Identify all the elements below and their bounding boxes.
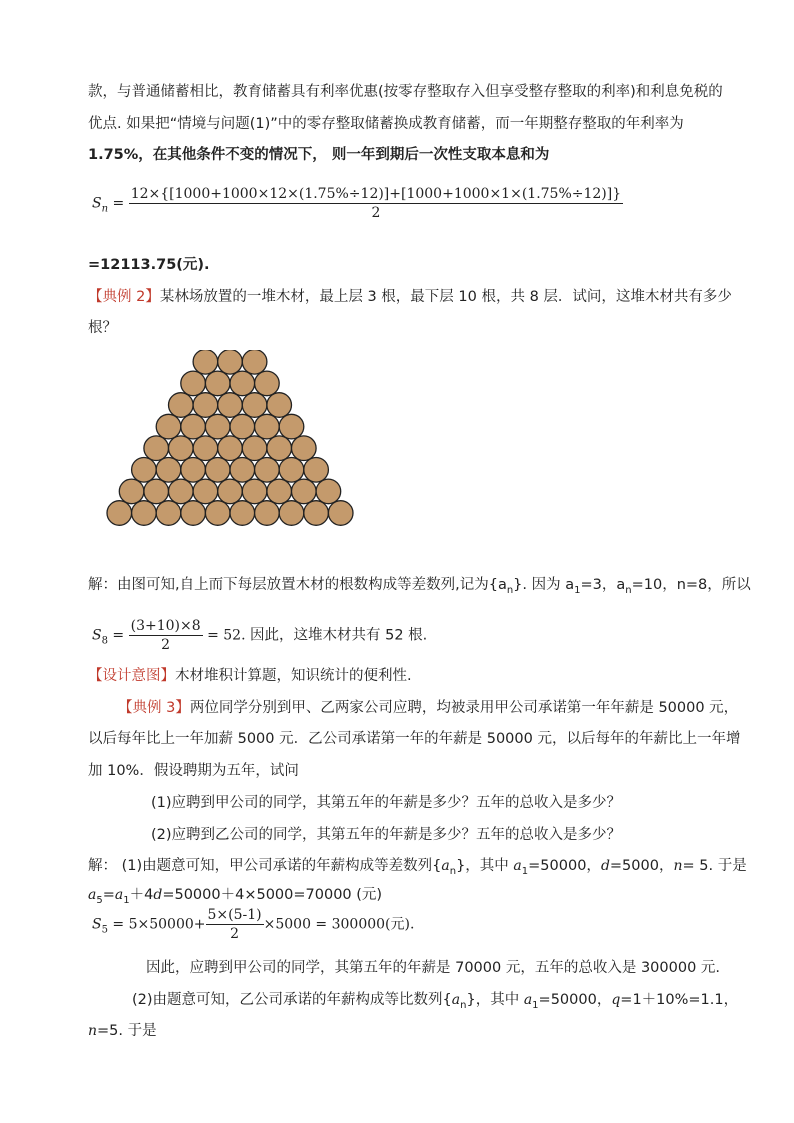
example-2-tag: 【典例 2】 xyxy=(88,289,160,305)
formula-part: ×5000 = 300000(元). xyxy=(263,916,415,933)
fraction xyxy=(206,907,264,942)
log-circle xyxy=(218,393,243,418)
formula-lhs: S xyxy=(92,627,102,644)
log-circle xyxy=(304,458,329,483)
log-circle xyxy=(255,501,280,526)
solution-3-text: = xyxy=(102,887,115,903)
solution-3-text: =1＋10%=1.1， xyxy=(620,992,739,1008)
formula-sum-salary xyxy=(92,907,414,942)
var: d xyxy=(600,858,610,874)
log-circle xyxy=(181,501,206,526)
log-circle xyxy=(169,393,194,418)
result-line: =12113.75(元). xyxy=(88,257,210,273)
log-circle xyxy=(279,458,304,483)
fraction-denominator: 2 xyxy=(230,926,240,942)
var: q xyxy=(611,992,621,1008)
formula-lhs: S xyxy=(92,195,102,212)
solution-3-text: }，其中 xyxy=(456,858,514,874)
formula-lhs-sub: 8 xyxy=(101,635,108,647)
log-circle xyxy=(193,393,218,418)
log-circle xyxy=(205,371,230,396)
log-circle xyxy=(205,458,230,483)
var-sub: 1 xyxy=(532,999,539,1011)
solution-3-text: =50000， xyxy=(538,992,612,1008)
solution-2-sub: n xyxy=(625,584,632,596)
log-circle xyxy=(267,436,292,461)
log-circle xyxy=(132,458,157,483)
log-circle xyxy=(193,436,218,461)
paragraph-line xyxy=(88,145,549,165)
solution-3-line xyxy=(88,856,747,882)
formula-eq: = xyxy=(108,195,129,212)
log-pile-illustration xyxy=(100,350,360,535)
design-intent-text: 木材堆积计算题，知识统计的便利性. xyxy=(175,668,412,684)
log-circle xyxy=(230,501,255,526)
example-3-text: 两位同学分别到甲、乙两家公司应聘，均被录用甲公司承诺第一年年薪是 50000 元， xyxy=(189,700,739,716)
log-circle xyxy=(132,501,157,526)
var-sub: 5 xyxy=(96,894,103,906)
solution-3-line xyxy=(88,1021,157,1041)
fraction-numerator: (3+10)×8 xyxy=(130,618,201,634)
log-circle xyxy=(279,414,304,439)
var-sub: 1 xyxy=(521,865,529,877)
var: a xyxy=(88,887,97,903)
question-2: (2)应聘到乙公司的同学，其第五年的年薪是多少？五年的总收入是多少？ xyxy=(151,827,622,843)
log-circle xyxy=(193,479,218,504)
log-circle xyxy=(218,350,243,374)
var-sub: n xyxy=(460,999,467,1011)
var-sub: n xyxy=(449,865,457,877)
paragraph-text: 1.75%，在其他条件不变的情况下， 则一年到期后一次性支取本息和为 xyxy=(88,147,550,163)
log-circle xyxy=(156,501,181,526)
example-2-line xyxy=(88,287,732,307)
formula-lhs-sub: 5 xyxy=(101,924,108,936)
solution-3-text: 解： (1)由题意可知，甲公司承诺的年薪构成等差数列{ xyxy=(88,858,442,874)
log-circle xyxy=(328,501,353,526)
log-circle xyxy=(181,458,206,483)
log-circle xyxy=(316,479,341,504)
log-circle xyxy=(156,414,181,439)
solution-2-text: =3，a xyxy=(580,577,626,593)
fraction-denominator: 2 xyxy=(371,205,381,221)
var: a xyxy=(523,992,533,1008)
example-2-text: 某林场放置的一堆木材，最上层 3 根，最下层 10 根，共 8 层．试问，这堆木材共有多少 xyxy=(159,289,732,305)
example-3-line: 加 10%．假设聘期为五年，试问 xyxy=(88,763,299,779)
var: n xyxy=(673,858,683,874)
log-circle xyxy=(255,458,280,483)
log-circle xyxy=(144,436,169,461)
fraction-numerator: 5×(5-1) xyxy=(207,907,262,923)
solution-3-text: ＋4 xyxy=(129,887,154,903)
var: a xyxy=(513,858,522,874)
log-circle xyxy=(267,479,292,504)
example-3-line: 以后每年比上一年加薪 5000 元．乙公司承诺第一年的年薪是 50000 元，以后每年的年薪比上一年增 xyxy=(88,731,741,747)
log-circle xyxy=(242,350,267,374)
var-sub: 1 xyxy=(123,894,130,906)
example-3-tag: 【典例 3】 xyxy=(118,700,190,716)
log-circle xyxy=(255,414,280,439)
log-circle xyxy=(156,458,181,483)
log-circle xyxy=(242,393,267,418)
log-circle xyxy=(205,414,230,439)
example-3-line xyxy=(118,698,738,718)
log-circle xyxy=(230,414,255,439)
formula-savings xyxy=(92,186,623,221)
log-circle xyxy=(119,479,144,504)
log-circle xyxy=(242,436,267,461)
log-circle xyxy=(304,501,329,526)
log-circle xyxy=(181,414,206,439)
solution-3-text: =50000＋4×5000=70000 (元) xyxy=(162,887,383,903)
log-circle xyxy=(230,458,255,483)
formula-eq: = xyxy=(107,627,129,644)
log-circle xyxy=(205,501,230,526)
solution-2-text: =10，n=8，所以 xyxy=(631,577,751,593)
solution-2-sub: 1 xyxy=(574,584,581,596)
solution-3-text: }，其中 xyxy=(466,992,524,1008)
log-circle xyxy=(267,393,292,418)
log-circle xyxy=(255,371,280,396)
solution-3-line xyxy=(132,990,738,1016)
log-circle xyxy=(169,479,194,504)
solution-2-text: 解：由图可知,自上而下每层放置木材的根数构成等差数列,记为{a xyxy=(88,577,507,593)
log-circle xyxy=(218,479,243,504)
fraction xyxy=(129,618,203,653)
fraction-numerator: 12×{[1000+1000×12×(1.75%÷12)]+[1000+1000×1×(1.75%÷12)]} xyxy=(130,186,622,202)
formula-lhs-sub: n xyxy=(101,203,109,215)
paragraph-line: 优点. 如果把“情境与问题(1)”中的零存整取储蓄换成教育储蓄，而一年期整存整取的年利率为 xyxy=(88,116,684,132)
log-circle xyxy=(292,436,317,461)
solution-3-text: =5000， xyxy=(609,858,674,874)
example-2-line: 根？ xyxy=(88,320,117,336)
log-circle xyxy=(279,501,304,526)
log-circle xyxy=(292,479,317,504)
log-circle xyxy=(230,371,255,396)
log-circle xyxy=(169,436,194,461)
solution-3-text: =5. 于是 xyxy=(97,1023,157,1039)
formula-rhs: = 52. xyxy=(202,627,246,644)
fraction-denominator: 2 xyxy=(161,637,171,653)
var: a xyxy=(441,858,450,874)
var: n xyxy=(88,1023,98,1039)
var: d xyxy=(153,887,163,903)
formula-tail-text: 因此，这堆木材共有 52 根. xyxy=(249,627,428,644)
log-circle xyxy=(107,501,132,526)
design-intent-tag: 【设计意图】 xyxy=(88,668,175,684)
paragraph-line: 款，与普通储蓄相比，教育储蓄具有利率优惠(按零存整取存入但享受整存整取的利率)和利息免税的 xyxy=(88,84,723,100)
formula-sum-logs xyxy=(92,618,427,653)
formula-lhs: S xyxy=(92,916,102,933)
design-intent-line xyxy=(88,666,412,686)
var: a xyxy=(451,992,461,1008)
log-circle xyxy=(242,479,267,504)
solution-3-conclusion: 因此，应聘到甲公司的同学，其第五年的年薪是 70000 元，五年的总收入是 300000 元. xyxy=(146,960,721,976)
fraction xyxy=(129,186,623,221)
log-circle xyxy=(193,350,218,374)
formula-part: = 5×50000+ xyxy=(107,916,206,933)
log-circle xyxy=(144,479,169,504)
log-circle xyxy=(218,436,243,461)
solution-2-sub: n xyxy=(506,584,514,596)
question-1: (1)应聘到甲公司的同学，其第五年的年薪是多少？五年的总收入是多少？ xyxy=(151,795,622,811)
solution-2-line xyxy=(88,575,751,601)
var: a xyxy=(114,887,124,903)
solution-3-text: =50000， xyxy=(528,858,601,874)
solution-3-text: (2)由题意可知，乙公司承诺的年薪构成等比数列{ xyxy=(132,992,452,1008)
solution-2-text: }. 因为 a xyxy=(513,577,575,593)
solution-3-text: = 5. 于是 xyxy=(682,858,747,874)
log-circle xyxy=(181,371,206,396)
